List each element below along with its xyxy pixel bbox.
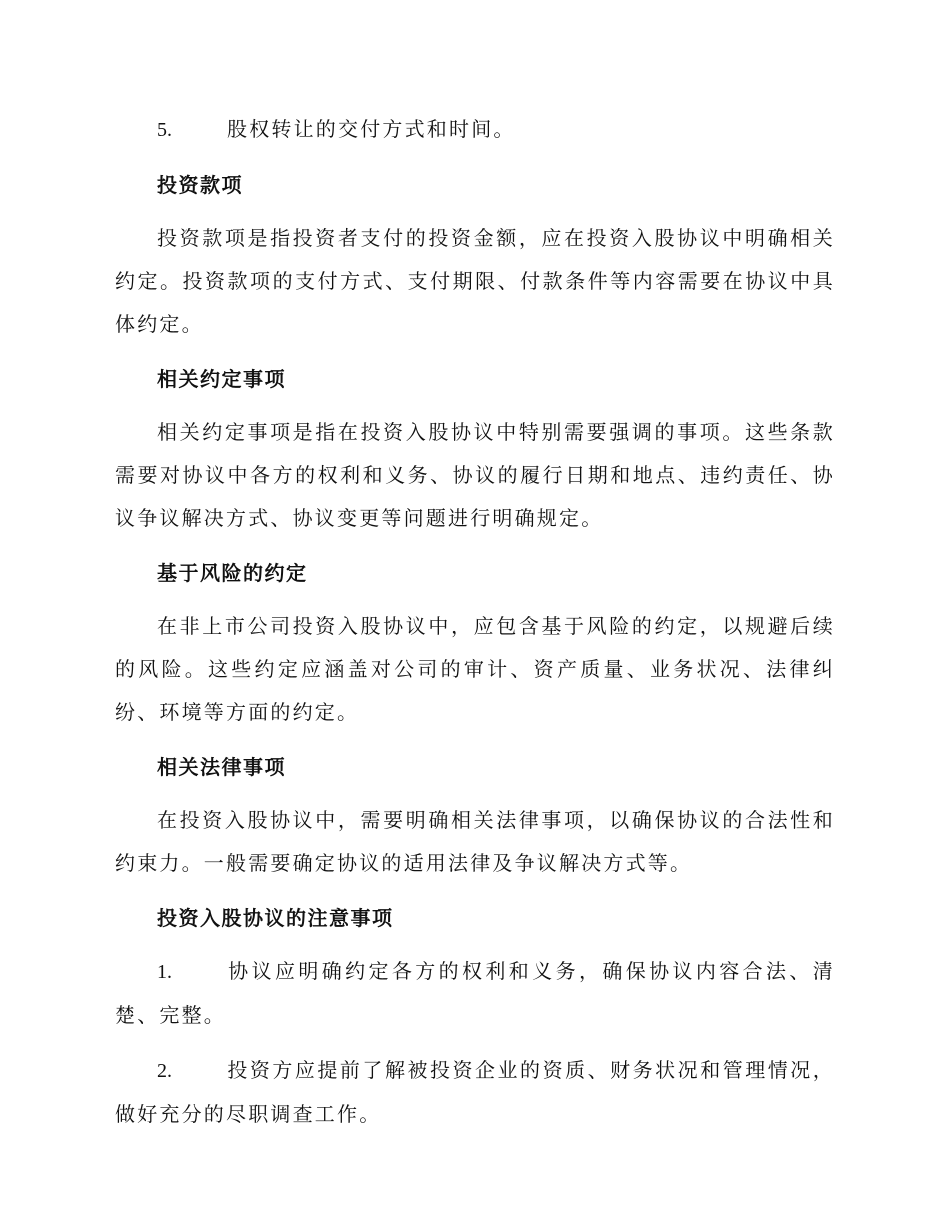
section-body-risk-agreements: 在非上市公司投资入股协议中，应包含基于风险的约定，以规避后续的风险。这些约定应涵盖对公司的审计、资产质量、业务状况、法律纠纷、环境等方面的约定。 [115, 614, 835, 724]
section-body-investment-payment: 投资款项是指投资者支付的投资金额，应在投资入股协议中明确相关约定。投资款项的支付方式、支付期限、付款条件等内容需要在协议中具体约定。 [115, 226, 835, 336]
section-heading-notes: 投资入股协议的注意事项 [157, 906, 394, 930]
section-heading-legal-matters: 相关法律事项 [157, 755, 286, 779]
list-item-text: 投资方应提前了解被投资企业的资质、财务状况和管理情况，做好充分的尽职调查工作。 [115, 1058, 835, 1126]
section-heading-investment-payment: 投资款项 [157, 173, 243, 197]
list-item-2 [115, 1049, 835, 1136]
section-body-legal-matters: 在投资入股协议中，需要明确相关法律事项，以确保协议的合法性和约束力。一般需要确定协议的适用法律及争议解决方式等。 [115, 808, 835, 875]
section-heading-related-agreements: 相关约定事项 [157, 367, 286, 391]
list-item-5 [115, 108, 835, 152]
list-item-text: 股权转让的交付方式和时间。 [227, 117, 516, 141]
section-body-related-agreements: 相关约定事项是指在投资入股协议中特别需要强调的事项。这些条款需要对协议中各方的权利和义务、协议的履行日期和地点、违约责任、协议争议解决方式、协议变更等问题进行明确规定。 [115, 420, 835, 530]
list-number: 5. [157, 119, 172, 141]
list-item-1 [115, 950, 835, 1037]
list-number: 1. [157, 961, 172, 983]
section-heading-risk-agreements: 基于风险的约定 [157, 561, 308, 585]
list-number: 2. [157, 1060, 172, 1082]
list-item-text: 协议应明确约定各方的权利和义务，确保协议内容合法、清楚、完整。 [115, 959, 835, 1027]
document-body [115, 108, 835, 1148]
